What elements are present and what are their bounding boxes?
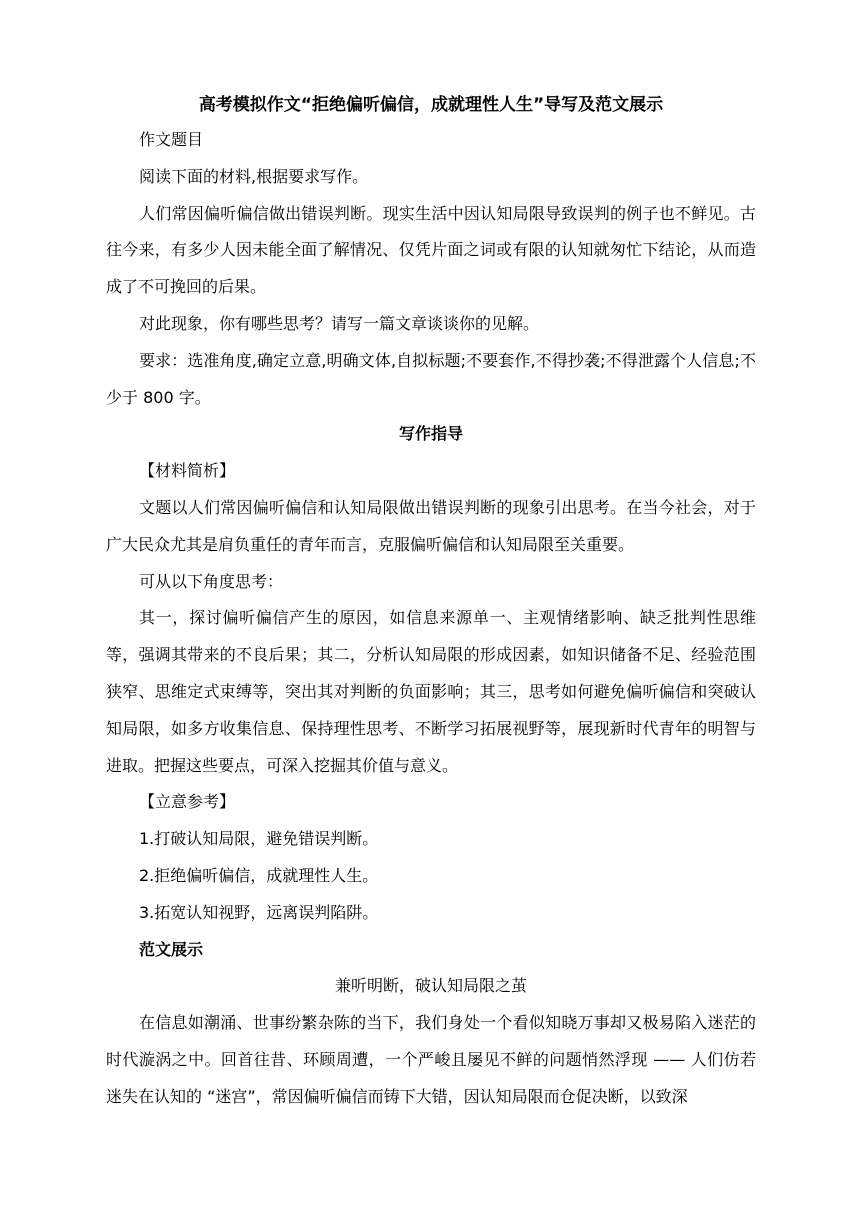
- instruction-text: 阅读下面的材料,根据要求写作。: [139, 166, 369, 186]
- document-title: 高考模拟作文“拒绝偏听偏信，成就理性人生”导写及范文展示: [198, 95, 664, 115]
- material-paragraph: 人们常因偏听偏信做出错误判断。现实生活中因认知局限导致误判的例子也不鲜见。古往今来，有多少人因未能全面了解情况、仅凭片面之词或有限的认知就匆忙下结论，从而造成了不可挽回的后果。: [106, 203, 756, 297]
- analysis-paragraph-3: 其一，探讨偏听偏信产生的原因，如信息来源单一、主观情绪影响、缺乏批判性思维等，强调其带来的不良后果；其二，分析认知局限的形成因素，如知识储备不足、经验范围狭窄、思维定式束缚等，突出其对判断的负面影响；其三，思考如何避免偏听偏信和突破认知局限，如多方收集信息、保持理性思考、不断学习拓展视野等，展现新时代青年的明智与进取。把握这些要点，可深入挖掘其价值与意义。: [106, 608, 756, 775]
- analysis-paragraph-1: 文题以人们常因偏听偏信和认知局限做出错误判断的现象引出思考。在当今社会，对于广大民众尤其是肩负重任的青年而言，克服偏听偏信和认知局限至关重要。: [106, 497, 756, 554]
- essay-title: 兼听明断，破认知局限之茧: [334, 976, 527, 996]
- idea-item-2: 2.拒绝偏听偏信，成就理性人生。: [139, 865, 379, 885]
- essay-paragraph-1: 在信息如潮涌、世事纷繁杂陈的当下，我们身处一个看似知晓万事却又极易陷入迷茫的时代漩涡之中。回首往昔、环顾周遭，一个严峻且屡见不鲜的问题悄然浮现 —— 人们仿若迷失在认知的 “迷宫”，常因偏听偏信而铸下大错，因认知局限而仓促决断，以致深: [106, 1013, 756, 1106]
- sample-heading: 范文展示: [139, 939, 204, 959]
- ideas-heading: 【立意参考】: [139, 792, 236, 812]
- idea-item-1: 1.打破认知局限，避免错误判断。: [139, 829, 379, 849]
- analysis-paragraph-2: 可从以下角度思考：: [139, 571, 284, 591]
- requirements-paragraph: 要求：选准角度,确定立意,明确文体,自拟标题;不要套作,不得抄袭;不得泄露个人信息;不少于 800 字。: [106, 350, 756, 407]
- document-body: [106, 90, 756, 1116]
- topic-label: 作文题目: [139, 130, 204, 149]
- analysis-heading: 【材料简析】: [139, 461, 236, 481]
- idea-item-3: 3.拓宽认知视野，远离误判陷阱。: [139, 902, 379, 922]
- question-paragraph: 对此现象，你有哪些思考？请写一篇文章谈谈你的见解。: [139, 313, 540, 333]
- guide-heading: 写作指导: [398, 424, 463, 444]
